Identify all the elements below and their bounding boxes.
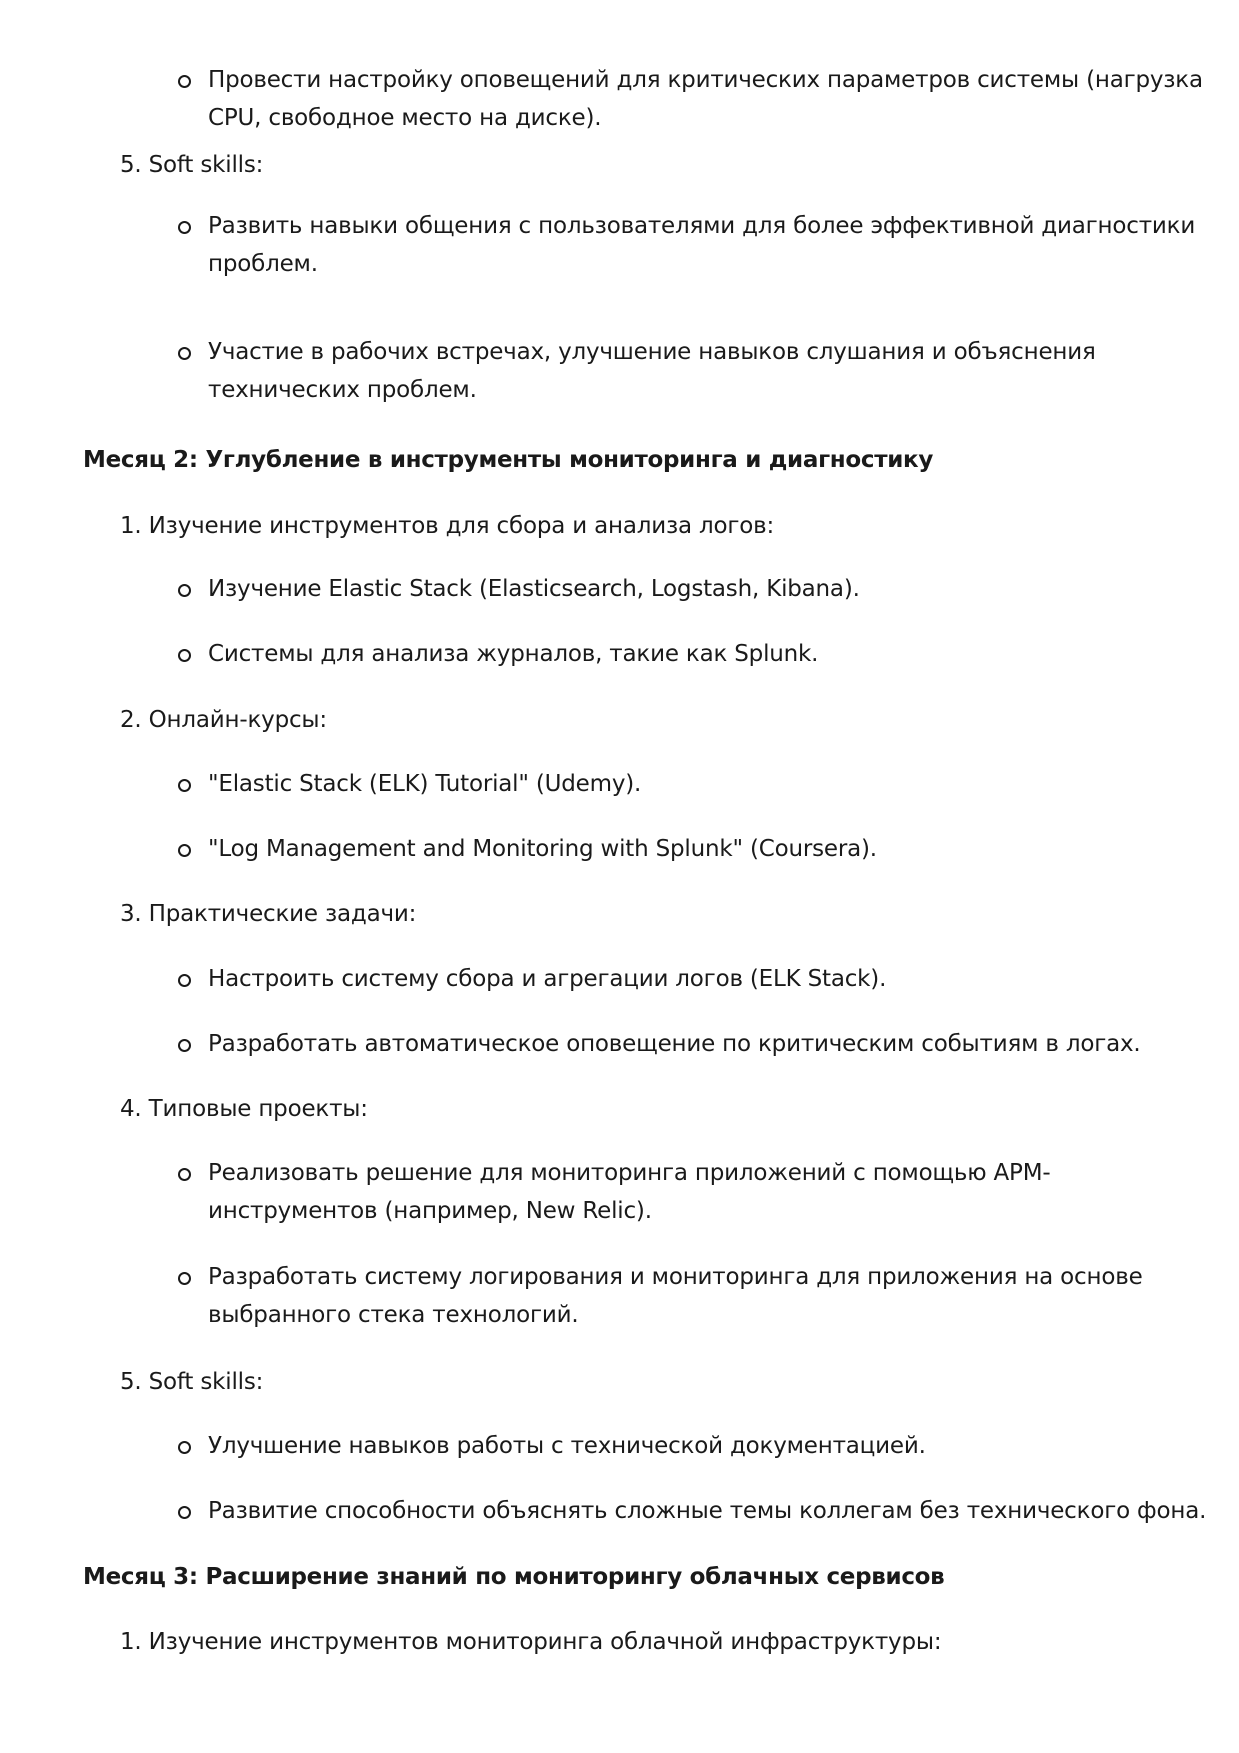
hollow-bullet-icon xyxy=(178,221,191,234)
numbered-item-soft-skills: 5. Soft skills: xyxy=(120,152,264,178)
list-item-text: Изучение Elastic Stack (Elasticsearch, Logstash, Kibana). xyxy=(208,576,860,602)
numbered-item-cloud-tools: 1. Изучение инструментов мониторинга облачной инфраструктуры: xyxy=(120,1629,942,1655)
list-item-text: Системы для анализа журналов, такие как Splunk. xyxy=(208,641,819,667)
list-item-text: Развить навыки общения с пользователями для более эффективной диагностики xyxy=(208,213,1196,239)
list-item-text: Разработать систему логирования и мониторинга для приложения на основе xyxy=(208,1264,1143,1290)
hollow-bullet-icon xyxy=(178,1272,191,1285)
numbered-item-typical-projects: 4. Типовые проекты: xyxy=(120,1096,368,1122)
list-item-text: Развитие способности объяснять сложные темы коллегам без технического фона. xyxy=(208,1498,1207,1524)
numbered-item-online-courses: 2. Онлайн-курсы: xyxy=(120,707,327,733)
list-item-text: Улучшение навыков работы с технической документацией. xyxy=(208,1433,926,1459)
hollow-bullet-icon xyxy=(178,347,191,360)
hollow-bullet-icon xyxy=(178,75,191,88)
numbered-item-practical-tasks: 3. Практические задачи: xyxy=(120,901,417,927)
list-item-text: проблем. xyxy=(208,251,318,277)
list-item-text: выбранного стека технологий. xyxy=(208,1302,579,1328)
list-item-text: CPU, свободное место на диске). xyxy=(208,105,602,131)
hollow-bullet-icon xyxy=(178,974,191,987)
list-item-text: Реализовать решение для мониторинга приложений с помощью APM- xyxy=(208,1160,1051,1186)
hollow-bullet-icon xyxy=(178,1441,191,1454)
list-item-text: технических проблем. xyxy=(208,377,477,403)
hollow-bullet-icon xyxy=(178,844,191,857)
hollow-bullet-icon xyxy=(178,779,191,792)
section-heading-month-3: Месяц 3: Расширение знаний по мониторингу облачных сервисов xyxy=(83,1564,945,1590)
list-item-text: Настроить систему сбора и агрегации логов (ELK Stack). xyxy=(208,966,887,992)
list-item-text: инструментов (например, New Relic). xyxy=(208,1198,652,1224)
list-item-text: Разработать автоматическое оповещение по критическим событиям в логах. xyxy=(208,1031,1141,1057)
list-item-text: Участие в рабочих встречах, улучшение навыков слушания и объяснения xyxy=(208,339,1096,365)
list-item-text: "Log Management and Monitoring with Splunk" (Coursera). xyxy=(208,836,877,862)
numbered-item-soft-skills: 5. Soft skills: xyxy=(120,1369,264,1395)
hollow-bullet-icon xyxy=(178,649,191,662)
hollow-bullet-icon xyxy=(178,1168,191,1181)
list-item-text: Провести настройку оповещений для критических параметров системы (нагрузка xyxy=(208,67,1203,93)
section-heading-month-2: Месяц 2: Углубление в инструменты мониторинга и диагностику xyxy=(83,447,934,473)
hollow-bullet-icon xyxy=(178,584,191,597)
list-item-text: "Elastic Stack (ELK) Tutorial" (Udemy). xyxy=(208,771,642,797)
hollow-bullet-icon xyxy=(178,1039,191,1052)
numbered-item-log-tools: 1. Изучение инструментов для сбора и анализа логов: xyxy=(120,513,775,539)
hollow-bullet-icon xyxy=(178,1506,191,1519)
